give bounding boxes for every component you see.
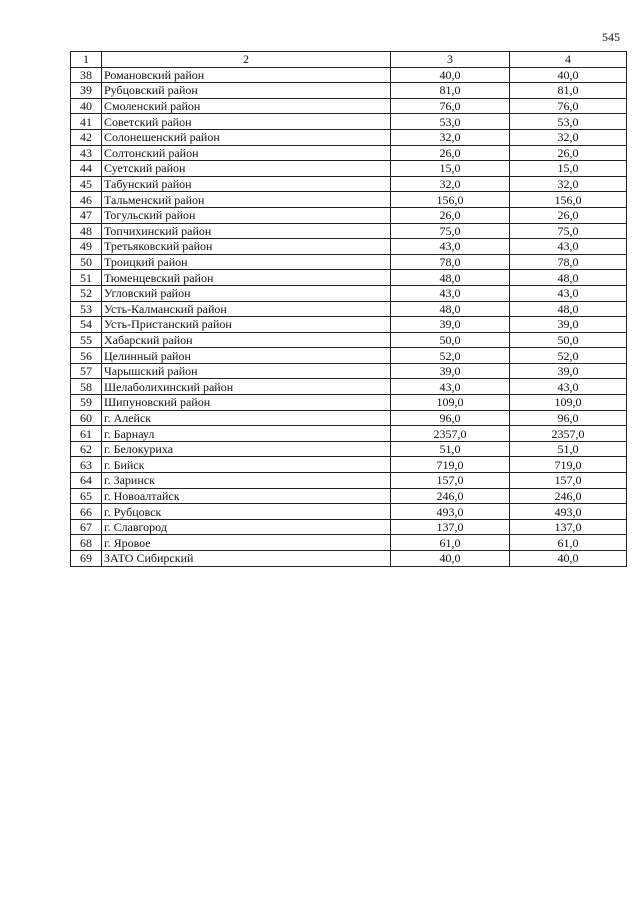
row-number-cell: 39: [71, 83, 102, 99]
value-col3-cell: 53,0: [391, 114, 510, 130]
value-col3-cell: 156,0: [391, 192, 510, 208]
district-name-cell: Троицкий район: [102, 254, 391, 270]
district-name-cell: г. Барнаул: [102, 426, 391, 442]
value-col4-cell: 39,0: [510, 363, 627, 379]
district-name-cell: ЗАТО Сибирский: [102, 551, 391, 567]
value-col4-cell: 109,0: [510, 395, 627, 411]
district-name-cell: Чарышский район: [102, 363, 391, 379]
table-row: [71, 379, 627, 395]
value-col3-cell: 137,0: [391, 519, 510, 535]
value-col3-cell: 40,0: [391, 67, 510, 83]
row-number-cell: 53: [71, 301, 102, 317]
value-col3-cell: 52,0: [391, 348, 510, 364]
value-col3-cell: 43,0: [391, 239, 510, 255]
table-row: [71, 488, 627, 504]
table-row: [71, 473, 627, 489]
table-row: [71, 270, 627, 286]
district-name-cell: Суетский район: [102, 161, 391, 177]
district-name-cell: Тогульский район: [102, 207, 391, 223]
table-row: [71, 317, 627, 333]
row-number-cell: 41: [71, 114, 102, 130]
table-row: [71, 161, 627, 177]
value-col3-cell: 78,0: [391, 254, 510, 270]
value-col4-cell: 26,0: [510, 145, 627, 161]
value-col3-cell: 109,0: [391, 395, 510, 411]
row-number-cell: 64: [71, 473, 102, 489]
value-col4-cell: 2357,0: [510, 426, 627, 442]
row-number-cell: 48: [71, 223, 102, 239]
table-row: [71, 114, 627, 130]
district-name-cell: Солтонский район: [102, 145, 391, 161]
row-number-cell: 42: [71, 129, 102, 145]
row-number-cell: 67: [71, 519, 102, 535]
table-row: [71, 363, 627, 379]
value-col4-cell: 32,0: [510, 129, 627, 145]
table-row: [71, 332, 627, 348]
row-number-cell: 59: [71, 395, 102, 411]
row-number-cell: 55: [71, 332, 102, 348]
value-col4-cell: 137,0: [510, 519, 627, 535]
table-row: [71, 410, 627, 426]
district-name-cell: Романовский район: [102, 67, 391, 83]
value-col4-cell: 53,0: [510, 114, 627, 130]
table-row: [71, 348, 627, 364]
row-number-cell: 52: [71, 285, 102, 301]
row-number-cell: 47: [71, 207, 102, 223]
value-col3-cell: 39,0: [391, 317, 510, 333]
district-name-cell: г. Алейск: [102, 410, 391, 426]
district-name-cell: Усть-Пристанский район: [102, 317, 391, 333]
table-row: [71, 67, 627, 83]
value-col3-cell: 39,0: [391, 363, 510, 379]
header-cell-4: 4: [510, 52, 627, 68]
value-col4-cell: 48,0: [510, 301, 627, 317]
district-name-cell: Табунский район: [102, 176, 391, 192]
value-col3-cell: 157,0: [391, 473, 510, 489]
row-number-cell: 51: [71, 270, 102, 286]
row-number-cell: 49: [71, 239, 102, 255]
district-name-cell: Топчихинский район: [102, 223, 391, 239]
district-name-cell: Советский район: [102, 114, 391, 130]
value-col3-cell: 32,0: [391, 176, 510, 192]
value-col4-cell: 48,0: [510, 270, 627, 286]
row-number-cell: 68: [71, 535, 102, 551]
value-col3-cell: 76,0: [391, 98, 510, 114]
value-col3-cell: 43,0: [391, 379, 510, 395]
table-row: [71, 441, 627, 457]
row-number-cell: 45: [71, 176, 102, 192]
value-col3-cell: 246,0: [391, 488, 510, 504]
value-col4-cell: 61,0: [510, 535, 627, 551]
header-cell-2: 2: [102, 52, 391, 68]
row-number-cell: 63: [71, 457, 102, 473]
table-row: [71, 551, 627, 567]
district-name-cell: г. Заринск: [102, 473, 391, 489]
row-number-cell: 57: [71, 363, 102, 379]
row-number-cell: 54: [71, 317, 102, 333]
data-table: [70, 51, 627, 567]
value-col3-cell: 61,0: [391, 535, 510, 551]
table-row: [71, 129, 627, 145]
district-name-cell: Рубцовский район: [102, 83, 391, 99]
row-number-cell: 43: [71, 145, 102, 161]
row-number-cell: 62: [71, 441, 102, 457]
row-number-cell: 40: [71, 98, 102, 114]
row-number-cell: 50: [71, 254, 102, 270]
row-number-cell: 56: [71, 348, 102, 364]
row-number-cell: 38: [71, 67, 102, 83]
header-cell-1: 1: [71, 52, 102, 68]
value-col3-cell: 26,0: [391, 145, 510, 161]
value-col3-cell: 43,0: [391, 285, 510, 301]
value-col3-cell: 48,0: [391, 270, 510, 286]
table-row: [71, 223, 627, 239]
row-number-cell: 66: [71, 504, 102, 520]
district-name-cell: г. Славгород: [102, 519, 391, 535]
row-number-cell: 60: [71, 410, 102, 426]
row-number-cell: 44: [71, 161, 102, 177]
row-number-cell: 58: [71, 379, 102, 395]
value-col4-cell: 39,0: [510, 317, 627, 333]
table-row: [71, 207, 627, 223]
value-col4-cell: 96,0: [510, 410, 627, 426]
district-name-cell: Третьяковский район: [102, 239, 391, 255]
table-row: [71, 192, 627, 208]
district-name-cell: Тюменцевский район: [102, 270, 391, 286]
value-col3-cell: 81,0: [391, 83, 510, 99]
value-col3-cell: 32,0: [391, 129, 510, 145]
value-col3-cell: 26,0: [391, 207, 510, 223]
value-col3-cell: 75,0: [391, 223, 510, 239]
value-col4-cell: 156,0: [510, 192, 627, 208]
district-name-cell: Усть-Калманский район: [102, 301, 391, 317]
value-col4-cell: 78,0: [510, 254, 627, 270]
value-col4-cell: 51,0: [510, 441, 627, 457]
value-col4-cell: 75,0: [510, 223, 627, 239]
table-row: [71, 285, 627, 301]
value-col3-cell: 15,0: [391, 161, 510, 177]
value-col4-cell: 81,0: [510, 83, 627, 99]
district-name-cell: Смоленский район: [102, 98, 391, 114]
table-row: [71, 457, 627, 473]
row-number-cell: 65: [71, 488, 102, 504]
value-col4-cell: 15,0: [510, 161, 627, 177]
district-name-cell: г. Рубцовск: [102, 504, 391, 520]
value-col3-cell: 51,0: [391, 441, 510, 457]
value-col4-cell: 157,0: [510, 473, 627, 489]
district-name-cell: г. Новоалтайск: [102, 488, 391, 504]
value-col3-cell: 48,0: [391, 301, 510, 317]
value-col4-cell: 26,0: [510, 207, 627, 223]
value-col4-cell: 493,0: [510, 504, 627, 520]
value-col4-cell: 76,0: [510, 98, 627, 114]
district-name-cell: г. Яровое: [102, 535, 391, 551]
value-col4-cell: 40,0: [510, 67, 627, 83]
value-col4-cell: 43,0: [510, 379, 627, 395]
table-row: [71, 83, 627, 99]
district-name-cell: Хабарский район: [102, 332, 391, 348]
district-name-cell: Тальменский район: [102, 192, 391, 208]
value-col3-cell: 50,0: [391, 332, 510, 348]
row-number-cell: 46: [71, 192, 102, 208]
district-name-cell: Солонешенский район: [102, 129, 391, 145]
value-col3-cell: 40,0: [391, 551, 510, 567]
value-col4-cell: 719,0: [510, 457, 627, 473]
value-col4-cell: 50,0: [510, 332, 627, 348]
table-row: [71, 98, 627, 114]
row-number-cell: 61: [71, 426, 102, 442]
district-name-cell: Шипуновский район: [102, 395, 391, 411]
value-col4-cell: 40,0: [510, 551, 627, 567]
table-body: [71, 52, 627, 567]
value-col4-cell: 32,0: [510, 176, 627, 192]
table-header-row: [71, 52, 627, 68]
table-row: [71, 519, 627, 535]
district-name-cell: г. Бийск: [102, 457, 391, 473]
value-col3-cell: 493,0: [391, 504, 510, 520]
row-number-cell: 69: [71, 551, 102, 567]
table-row: [71, 254, 627, 270]
value-col3-cell: 2357,0: [391, 426, 510, 442]
page-number: 545: [602, 30, 620, 44]
value-col4-cell: 43,0: [510, 285, 627, 301]
table-row: [71, 301, 627, 317]
table-row: [71, 535, 627, 551]
table-row: [71, 426, 627, 442]
district-name-cell: Шелаболихинский район: [102, 379, 391, 395]
district-name-cell: Угловский район: [102, 285, 391, 301]
table-row: [71, 395, 627, 411]
district-name-cell: Целинный район: [102, 348, 391, 364]
table-row: [71, 504, 627, 520]
value-col3-cell: 719,0: [391, 457, 510, 473]
table-row: [71, 145, 627, 161]
header-cell-3: 3: [391, 52, 510, 68]
table-row: [71, 176, 627, 192]
value-col4-cell: 246,0: [510, 488, 627, 504]
value-col3-cell: 96,0: [391, 410, 510, 426]
value-col4-cell: 52,0: [510, 348, 627, 364]
value-col4-cell: 43,0: [510, 239, 627, 255]
table-row: [71, 239, 627, 255]
district-name-cell: г. Белокуриха: [102, 441, 391, 457]
